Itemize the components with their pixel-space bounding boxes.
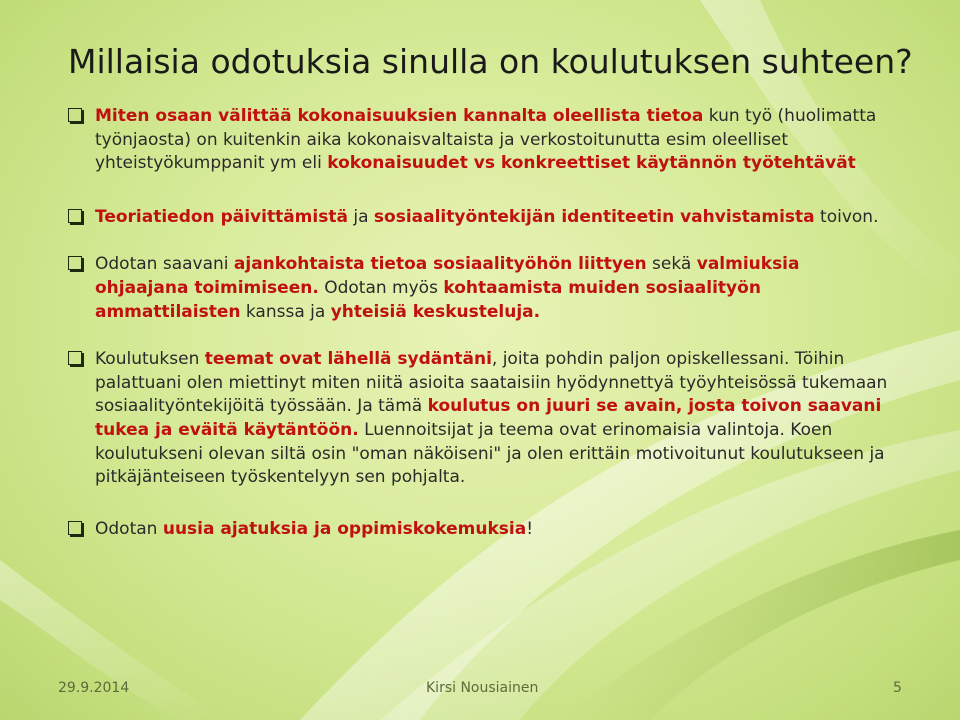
text-segment: ja — [347, 206, 374, 227]
bullet-item — [68, 348, 898, 490]
checkbox-bullet-icon — [68, 209, 82, 223]
text-segment: ! — [526, 518, 534, 539]
bullet-text — [95, 207, 878, 227]
text-segment: Miten osaan välittää kokonaisuuksien kannalta oleellista tietoa — [95, 106, 704, 126]
text-segment: sekä — [646, 254, 697, 275]
checkbox-bullet-icon — [68, 256, 82, 270]
text-segment: toivon. — [814, 206, 879, 227]
text-segment: koulutus on juuri se avain, josta toivon saavani tukea ja eväitä käytäntöön. — [95, 396, 882, 440]
footer-author: Kirsi Nousiainen — [426, 680, 539, 696]
bullet-item — [68, 105, 898, 176]
slide-title: Millaisia odotuksia sinulla on koulutuksen suhteen? — [68, 42, 913, 81]
checkbox-bullet-icon — [68, 521, 82, 535]
text-segment: kanssa ja — [240, 301, 331, 322]
text-segment: yhteisiä keskusteluja. — [330, 301, 541, 322]
text-segment: ajankohtaista tietoa sosiaalityöhön liittyen — [233, 254, 647, 275]
bullet-item — [68, 206, 898, 230]
text-segment: teemat ovat lähellä sydäntäni — [204, 349, 492, 370]
bullet-text — [95, 519, 533, 539]
bullet-text — [95, 349, 887, 487]
text-segment: , joita pohdin paljon opiskellessani. Töihin palattuani olen miettinyt miten niitä asioita saataisiin hyödynnettyä työyhteisössä tukemaan sosiaalityöntekijöitä työssään. Ja tämä — [95, 349, 888, 417]
bullet-item — [68, 518, 898, 542]
bullet-list — [68, 105, 898, 541]
bullet-item — [68, 253, 898, 324]
footer-date: 29.9.2014 — [58, 680, 130, 696]
text-segment: uusia ajatuksia ja oppimiskokemuksia — [162, 518, 527, 539]
text-segment: Teoriatiedon päivittämistä — [95, 206, 348, 227]
text-segment: Koulutuksen — [95, 349, 205, 370]
text-segment: sosiaalityöntekijän identiteetin vahvistamista — [373, 206, 815, 227]
bullet-text — [95, 106, 876, 173]
checkbox-bullet-icon — [68, 108, 82, 122]
text-segment: kohtaamista muiden sosiaalityön ammattilaisten — [95, 277, 761, 322]
text-segment: Odotan saavani — [95, 254, 234, 275]
footer-page-number: 5 — [893, 680, 902, 696]
text-segment: Luennoitsijat ja teema ovat erinomaisia valintoja. Koen koulutukseni olevan siltä osin "oman näköiseni" ja olen erittäin motivoitunut koulutukseen ja pitkäjänteiseen työskentelyyn sen pohjalta. — [95, 419, 885, 488]
text-segment: valmiuksia ohjaajana toimimiseen. — [95, 254, 800, 298]
bullet-text — [95, 254, 799, 321]
checkbox-bullet-icon — [68, 351, 82, 365]
text-segment: Odotan myös — [318, 277, 444, 298]
text-segment: Odotan — [95, 518, 163, 539]
text-segment: kun työ (huolimatta työnjaosta) on kuitenkin aika kokonaisvaltaista ja verkostoitunutta esim oleelliset yhteistyökumppanit ym eli — [95, 106, 877, 174]
text-segment: kokonaisuudet vs konkreettiset käytännön työtehtävät — [327, 153, 856, 174]
